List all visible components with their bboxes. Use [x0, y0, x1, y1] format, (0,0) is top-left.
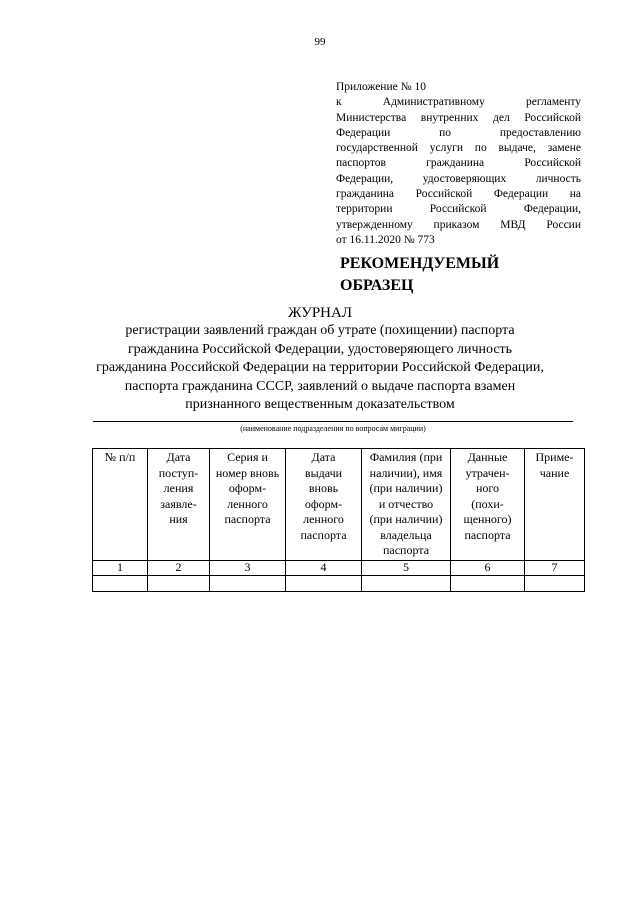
header-text: Серия и	[227, 450, 268, 464]
page-number: 99	[314, 36, 326, 48]
header-text: поступ-	[158, 465, 199, 480]
subtitle-line: паспорта гражданина СССР, заявлений о выдаче паспорта взамен	[124, 378, 516, 394]
journal-table	[92, 448, 585, 592]
header-col-application-date	[148, 449, 210, 561]
header-text: Дата	[311, 450, 336, 464]
appendix-block	[336, 80, 581, 248]
appendix-line: территории Российской Федерации,	[336, 203, 581, 216]
header-text: ного	[475, 481, 500, 495]
header-text: утрачен-	[465, 465, 510, 480]
appendix-line: паспортов гражданина Российской	[336, 157, 581, 170]
empty-cell	[93, 575, 148, 591]
header-text: Фамилия (при	[369, 450, 443, 464]
header-text: номер вновь	[215, 465, 280, 480]
appendix-line: Федерации по предоставлению	[336, 126, 581, 139]
header-text: паспорта	[382, 543, 430, 557]
subtitle-line: регистрации заявлений граждан об утрате (похищении) паспорта	[125, 323, 515, 338]
header-col-new-passport-number	[210, 449, 286, 561]
appendix-line: от 16.11.2020 № 773	[336, 233, 435, 246]
header-text: ленного	[227, 496, 268, 511]
header-text: вновь	[308, 481, 339, 495]
column-number: 6	[451, 560, 525, 575]
column-number-row	[93, 560, 585, 575]
header-text: Приме-	[535, 450, 574, 464]
subtitle-line: гражданина Российской Федерации, удостоверяющего личность	[127, 341, 513, 357]
header-text: паспорта	[224, 512, 271, 526]
journal-title: ЖУРНАЛ	[287, 305, 353, 321]
header-col-number	[93, 449, 148, 561]
table-header-row	[93, 449, 585, 561]
empty-cell	[362, 575, 451, 591]
appendix-line: к Административному регламенту	[336, 96, 581, 109]
header-text: (при наличии)	[369, 481, 443, 495]
column-number: 4	[286, 560, 362, 575]
header-text: выдачи	[304, 465, 343, 480]
empty-cell	[451, 575, 525, 591]
header-text: паспорта	[300, 527, 347, 542]
appendix-line: государственной услуги по выдаче, замене	[336, 142, 581, 155]
subtitle-line: гражданина Российской Федерации на территории Российской Федерации,	[96, 360, 544, 376]
sample-mark-line: ОБРАЗЕЦ	[340, 277, 414, 294]
header-text: ления	[163, 481, 194, 495]
header-text: наличии), имя	[369, 465, 443, 480]
header-text: и отчество	[378, 496, 434, 511]
column-number: 1	[93, 560, 148, 575]
header-col-note	[525, 449, 585, 561]
appendix-line: утвержденному приказом МВД России	[336, 218, 581, 231]
recommended-sample-mark	[340, 253, 499, 297]
header-col-issue-date	[286, 449, 362, 561]
column-number: 7	[525, 560, 585, 575]
empty-cell	[210, 575, 286, 591]
department-caption: (наименование подразделения по вопросам миграции)	[240, 424, 426, 433]
header-text: оформ-	[304, 496, 343, 511]
header-text: ленного	[303, 512, 344, 526]
header-text: владельца	[380, 527, 432, 542]
header-text: ния	[169, 512, 188, 526]
empty-entry-row	[93, 575, 585, 591]
appendix-line: Федерации, удостоверяющих личность	[336, 172, 581, 185]
empty-cell	[525, 575, 585, 591]
empty-cell	[286, 575, 362, 591]
header-text: (при наличии)	[369, 512, 443, 526]
journal-subtitle	[60, 322, 580, 415]
header-col-owner-name	[362, 449, 451, 561]
header-text: заявле-	[160, 496, 197, 511]
appendix-line: Приложение № 10	[336, 81, 426, 93]
appendix-line: Министерства внутренних дел Российской	[336, 111, 581, 124]
subtitle-line: признанного вещественным доказательством	[185, 397, 455, 413]
column-number: 5	[362, 560, 451, 575]
sample-mark-line: РЕКОМЕНДУЕМЫЙ	[340, 255, 500, 272]
column-number: 2	[148, 560, 210, 575]
column-number: 3	[210, 560, 286, 575]
appendix-line: гражданина Российской Федерации на	[336, 188, 581, 201]
header-text: Данные	[467, 450, 508, 464]
header-col-lost-passport-data	[451, 449, 525, 561]
header-text: оформ-	[228, 481, 267, 495]
header-text: чание	[539, 465, 570, 480]
empty-cell	[148, 575, 210, 591]
header-text: паспорта	[464, 527, 511, 542]
header-text: (похи-	[471, 496, 504, 511]
header-text: щенного)	[463, 512, 512, 526]
header-text: Дата	[166, 450, 191, 464]
header-text: № п/п	[104, 450, 136, 464]
department-fill-line	[93, 421, 573, 422]
